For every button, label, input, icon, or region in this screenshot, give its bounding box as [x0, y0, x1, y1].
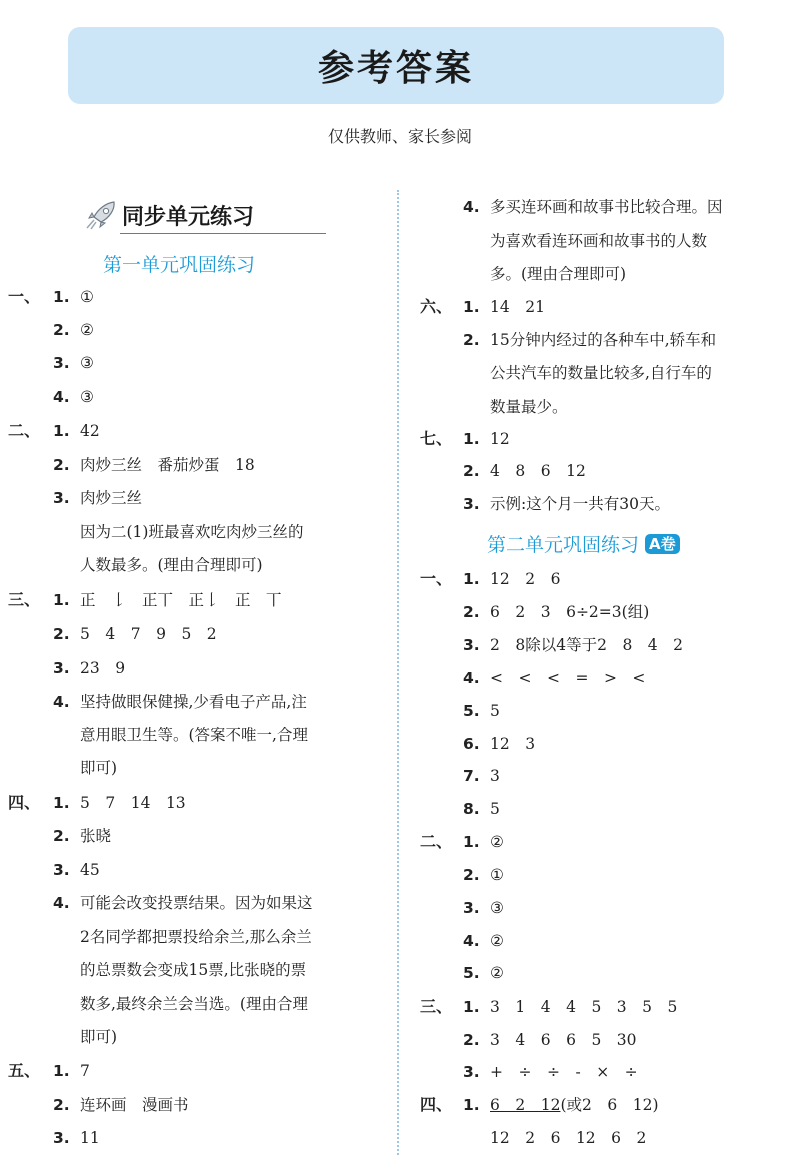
- answer-text: 4 8 6 12: [490, 462, 586, 480]
- answer-text: 即可): [80, 759, 118, 777]
- answer-text: 示例:这个月一共有30天。: [490, 495, 670, 513]
- question-number: 5.: [463, 964, 480, 982]
- section-label: 一、: [8, 287, 41, 306]
- section-label: 二、: [8, 421, 41, 440]
- question-number: 3.: [53, 1129, 70, 1147]
- answer-text: 12 3: [490, 735, 536, 753]
- answer-text: 多买连环画和故事书比较合理。因: [490, 198, 723, 216]
- answer-text: 42: [80, 422, 100, 440]
- underlined-answer: 6 2 12: [490, 1096, 561, 1114]
- answer-text: 公共汽车的数量比较多,自行车的: [490, 364, 712, 382]
- answer-text: 2 8除以4等于2 8 4 2: [490, 636, 684, 654]
- question-number: 3.: [463, 899, 480, 917]
- answer-text: ①: [80, 288, 94, 306]
- answer-text: 正 𠄌 正丅 正𠄌 正 丅: [80, 591, 282, 609]
- question-number: 3.: [463, 495, 480, 513]
- question-number: 4.: [463, 198, 480, 216]
- answer-text: 数多,最终余兰会当选。(理由合理: [80, 995, 308, 1013]
- question-number: 2.: [463, 1031, 480, 1049]
- answer-text: ③: [490, 899, 504, 917]
- answer-text: 意用眼卫生等。(答案不唯一,合理: [80, 726, 308, 744]
- section-label: 六、: [420, 297, 453, 316]
- answer-text: 11: [80, 1129, 100, 1147]
- answer-text: 3: [490, 767, 500, 785]
- question-number: 1.: [463, 833, 480, 851]
- question-number: 3.: [53, 354, 70, 372]
- answer-text: 14 21: [490, 298, 545, 316]
- answer-text: 3 1 4 4 5 3 5 5: [490, 998, 678, 1016]
- question-number: 4.: [463, 669, 480, 687]
- answer-text: 即可): [80, 1028, 118, 1046]
- answer-text: ③: [80, 354, 94, 372]
- answer-text: 6 2 3 6÷2=3(组): [490, 603, 650, 621]
- answer-text: ③: [80, 388, 94, 406]
- question-number: 1.: [463, 298, 480, 316]
- answer-text: ②: [490, 964, 504, 982]
- answer-text: + ÷ ÷ - × ÷: [490, 1063, 638, 1081]
- answer-text: 肉炒三丝: [80, 489, 143, 507]
- answer-text: 12 2 6: [490, 570, 561, 588]
- section-header: [80, 197, 300, 237]
- question-number: 1.: [463, 430, 480, 448]
- section-label: 七、: [420, 429, 453, 448]
- question-number: 2.: [53, 625, 70, 643]
- volume-badge: A卷: [645, 534, 680, 554]
- page-subtitle: 仅供教师、家长参阅: [327, 127, 472, 146]
- answer-text: 12 2 6 12 6 2: [490, 1129, 647, 1147]
- answer-text: 5 7 14 13: [80, 794, 186, 812]
- answer-text: 数量最少。: [490, 398, 568, 416]
- question-number: 1.: [53, 288, 70, 306]
- section-label: 四、: [420, 1095, 453, 1114]
- answer-text: 多。(理由合理即可): [490, 265, 627, 283]
- question-number: 6.: [463, 735, 480, 753]
- answer-text: 45: [80, 861, 100, 879]
- question-number: 2.: [463, 866, 480, 884]
- question-number: 2.: [53, 456, 70, 474]
- unit-title-text: 第二单元巩固练习: [487, 534, 640, 556]
- question-number: 1.: [463, 570, 480, 588]
- question-number: 5.: [463, 702, 480, 720]
- question-number: 3.: [463, 636, 480, 654]
- answer-text: 15分钟内经过的各种车中,轿车和: [490, 331, 717, 349]
- answer-text: 连环画 漫画书: [80, 1096, 189, 1114]
- question-number: 2.: [53, 321, 70, 339]
- section-label: 一、: [420, 569, 453, 588]
- unit-title: 第一单元巩固练习: [103, 254, 256, 276]
- question-number: 1.: [463, 998, 480, 1016]
- answer-text: 5: [490, 800, 500, 818]
- question-number: 4.: [463, 932, 480, 950]
- answer-text: 的总票数会变成15票,比张晓的票: [80, 961, 307, 979]
- question-number: 1.: [53, 422, 70, 440]
- answer-text: < < < = > <: [490, 669, 646, 687]
- answer-text: ②: [80, 321, 94, 339]
- rocket-icon: [84, 199, 120, 231]
- answer-text: 7: [80, 1062, 90, 1080]
- question-number: 1.: [463, 1096, 480, 1114]
- column-divider: [397, 190, 399, 1155]
- question-number: 8.: [463, 800, 480, 818]
- question-number: 4.: [53, 388, 70, 406]
- question-number: 2.: [463, 331, 480, 349]
- question-number: 3.: [53, 489, 70, 507]
- section-label: 二、: [420, 832, 453, 851]
- answer-text: 5: [490, 702, 500, 720]
- answer-text: 坚持做眼保健操,少看电子产品,注: [80, 693, 307, 711]
- answer-text: 为喜欢看连环画和故事书的人数: [490, 232, 708, 250]
- answer-text: ①: [490, 866, 504, 884]
- answer-text: ②: [490, 932, 504, 950]
- answer-text: 可能会改变投票结果。因为如果这: [80, 894, 313, 912]
- answer-text: 3 4 6 6 5 30: [490, 1031, 637, 1049]
- question-number: 2.: [53, 1096, 70, 1114]
- section-label: 四、: [8, 793, 41, 812]
- question-number: 4.: [53, 894, 70, 912]
- answer-text: 2名同学都把票投给余兰,那么余兰: [80, 928, 312, 946]
- section-underline: [120, 233, 326, 234]
- answer-text: 5 4 7 9 5 2: [80, 625, 217, 643]
- section-label: 三、: [8, 590, 41, 609]
- answer-text: ②: [490, 833, 504, 851]
- answer-text: 张晓: [80, 827, 112, 845]
- question-number: 2.: [463, 603, 480, 621]
- alternative-answer: (或2 6 12): [560, 1096, 659, 1114]
- answer-text: 肉炒三丝 番茄炒蛋 18: [80, 456, 255, 474]
- question-number: 2.: [53, 827, 70, 845]
- question-number: 4.: [53, 693, 70, 711]
- answer-text: 23 9: [80, 659, 126, 677]
- answer-text: [490, 1095, 659, 1115]
- title-banner: [68, 27, 724, 104]
- question-number: 3.: [53, 861, 70, 879]
- section-label: 五、: [8, 1061, 41, 1080]
- page-title: 参考答案: [317, 48, 474, 89]
- section-title: 同步单元练习: [122, 205, 255, 230]
- answer-text: 人数最多。(理由合理即可): [80, 556, 263, 574]
- question-number: 1.: [53, 794, 70, 812]
- unit-title: [487, 530, 680, 557]
- question-number: 3.: [53, 659, 70, 677]
- question-number: 3.: [463, 1063, 480, 1081]
- question-number: 1.: [53, 1062, 70, 1080]
- question-number: 1.: [53, 591, 70, 609]
- section-label: 三、: [420, 997, 453, 1016]
- answer-text: 12: [490, 430, 510, 448]
- question-number: 7.: [463, 767, 480, 785]
- answer-text: 因为二(1)班最喜欢吃肉炒三丝的: [80, 523, 304, 541]
- question-number: 2.: [463, 462, 480, 480]
